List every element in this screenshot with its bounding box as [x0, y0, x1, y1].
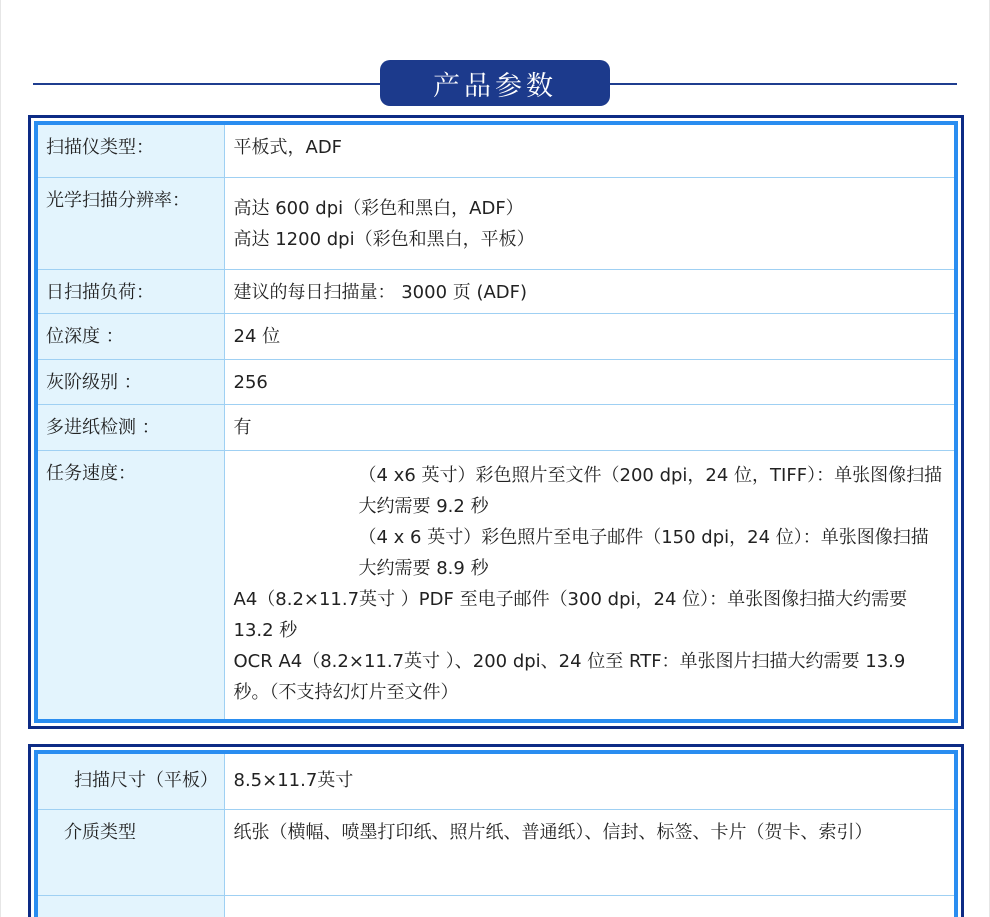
spec-line: 高达 1200 dpi（彩色和黑白，平板）	[233, 228, 535, 250]
spec-value: 256	[224, 359, 954, 404]
spec-line: （4 x6 英寸）彩色照片至文件（200 dpi，24 位，TIFF）：单张图像扫描大约需要 9.2 秒	[358, 464, 943, 517]
spec-line: （4 x 6 英寸）彩色照片至电子邮件（150 dpi，24 位）：单张图像扫描大约需要 8.9 秒	[358, 526, 929, 579]
spec-row-multifeed	[38, 404, 954, 450]
spec-value: 纸张（横幅、喷墨打印纸、照片纸、普通纸）、信封、标签、卡片（贺卡、索引）	[224, 809, 954, 895]
spec-label: 扫描仪类型：	[38, 125, 224, 177]
spec-line: OCR A4（8.2×11.7英寸 ）、200 dpi、24 位至 RTF：单张图片扫描大约需要 13.9 秒。（不支持幻灯片至文件）	[233, 650, 906, 703]
spec-value: 8.5×11.7英寸	[224, 754, 954, 809]
section-title: 产品参数	[380, 60, 610, 106]
spec-table	[38, 125, 954, 719]
spec-row-job-speed	[38, 450, 954, 719]
spec-line: 高达 600 dpi（彩色和黑白，ADF）	[233, 197, 524, 219]
spec-panel	[28, 115, 964, 729]
spec-label: 介质类型	[38, 809, 224, 895]
spec-value: 24 位	[224, 313, 954, 359]
spec-label: 灰阶级别 ：	[38, 359, 224, 404]
spec-label: 任务速度：	[38, 450, 224, 719]
spec-line: A4（8.2×11.7英寸 ）PDF 至电子邮件（300 dpi，24 位）：单张图像扫描大约需要 13.2 秒	[233, 588, 908, 641]
spec-panel-2	[28, 744, 964, 917]
spec-value: 建议的每日扫描量： 3000 页 (ADF)	[224, 269, 954, 313]
spec-value: 有	[224, 404, 954, 450]
spec-label: 位深度 ：	[38, 313, 224, 359]
spec-row-resolution	[38, 177, 954, 269]
spec-table-2	[38, 754, 954, 917]
spec-value	[224, 450, 954, 719]
spec-value-empty	[224, 895, 954, 917]
spec-value: 平板式，ADF	[224, 125, 954, 177]
spec-label: 日扫描负荷：	[38, 269, 224, 313]
spec-row-empty	[38, 895, 954, 917]
spec-row-scanner-type	[38, 125, 954, 177]
spec-label: 扫描尺寸（平板）	[38, 754, 224, 809]
spec-label-empty	[38, 895, 224, 917]
spec-label: 光学扫描分辨率：	[38, 177, 224, 269]
spec-row-media-type	[38, 809, 954, 895]
spec-row-grayscale	[38, 359, 954, 404]
spec-row-bit-depth	[38, 313, 954, 359]
spec-label: 多进纸检测 ：	[38, 404, 224, 450]
spec-row-scan-size	[38, 754, 954, 809]
spec-row-duty-cycle	[38, 269, 954, 313]
spec-value	[224, 177, 954, 269]
